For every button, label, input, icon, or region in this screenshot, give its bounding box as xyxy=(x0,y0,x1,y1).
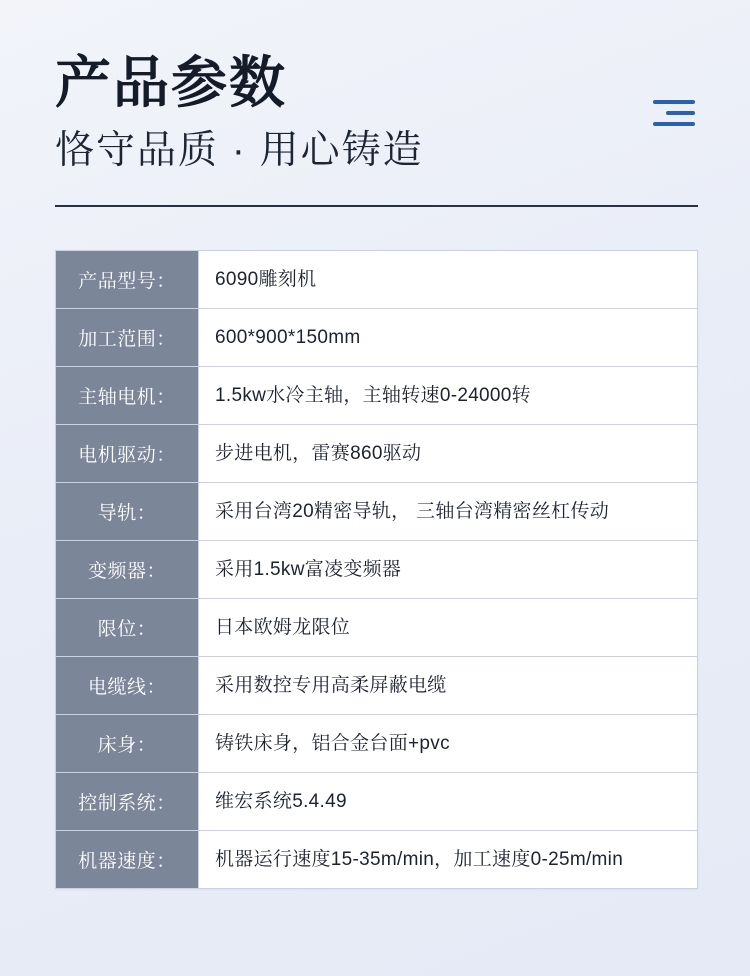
spec-value: 1.5kw水冷主轴，主轴转速0-24000转 xyxy=(199,367,697,424)
spec-label: 机器速度： xyxy=(56,831,199,888)
hamburger-menu-icon[interactable] xyxy=(653,100,695,126)
spec-label: 床身： xyxy=(56,715,199,772)
menu-bar-bottom xyxy=(653,122,695,126)
menu-bar-middle xyxy=(666,111,695,115)
spec-value: 铸铁床身，铝合金台面+pvc xyxy=(199,715,697,772)
spec-label: 主轴电机： xyxy=(56,367,199,424)
spec-value: 采用台湾20精密导轨， 三轴台湾精密丝杠传动 xyxy=(199,483,697,540)
spec-value: 步进电机，雷赛860驱动 xyxy=(199,425,697,482)
table-row xyxy=(56,773,697,831)
header-divider xyxy=(55,205,698,207)
spec-value: 600*900*150mm xyxy=(199,309,697,366)
spec-value: 日本欧姆龙限位 xyxy=(199,599,697,656)
spec-label: 变频器： xyxy=(56,541,199,598)
spec-value: 采用1.5kw富凌变频器 xyxy=(199,541,697,598)
table-row xyxy=(56,657,697,715)
table-row xyxy=(56,425,697,483)
page-subtitle: 恪守品质 · 用心铸造 xyxy=(55,128,424,172)
table-row xyxy=(56,831,697,888)
spec-label: 导轨： xyxy=(56,483,199,540)
spec-label: 加工范围： xyxy=(56,309,199,366)
spec-table xyxy=(55,250,698,889)
page-title: 产品参数 xyxy=(55,51,287,114)
spec-value: 6090雕刻机 xyxy=(199,251,697,308)
table-row xyxy=(56,599,697,657)
menu-bar-top xyxy=(653,100,695,104)
table-row xyxy=(56,541,697,599)
spec-value: 维宏系统5.4.49 xyxy=(199,773,697,830)
spec-value: 机器运行速度15-35m/min，加工速度0-25m/min xyxy=(199,831,697,888)
spec-label: 控制系统： xyxy=(56,773,199,830)
table-row xyxy=(56,483,697,541)
spec-label: 产品型号： xyxy=(56,251,199,308)
table-row xyxy=(56,715,697,773)
spec-value: 采用数控专用高柔屏蔽电缆 xyxy=(199,657,697,714)
page-header xyxy=(0,0,750,175)
spec-label: 电机驱动： xyxy=(56,425,199,482)
spec-label: 限位： xyxy=(56,599,199,656)
spec-label: 电缆线： xyxy=(56,657,199,714)
table-row xyxy=(56,367,697,425)
table-row xyxy=(56,251,697,309)
table-row xyxy=(56,309,697,367)
